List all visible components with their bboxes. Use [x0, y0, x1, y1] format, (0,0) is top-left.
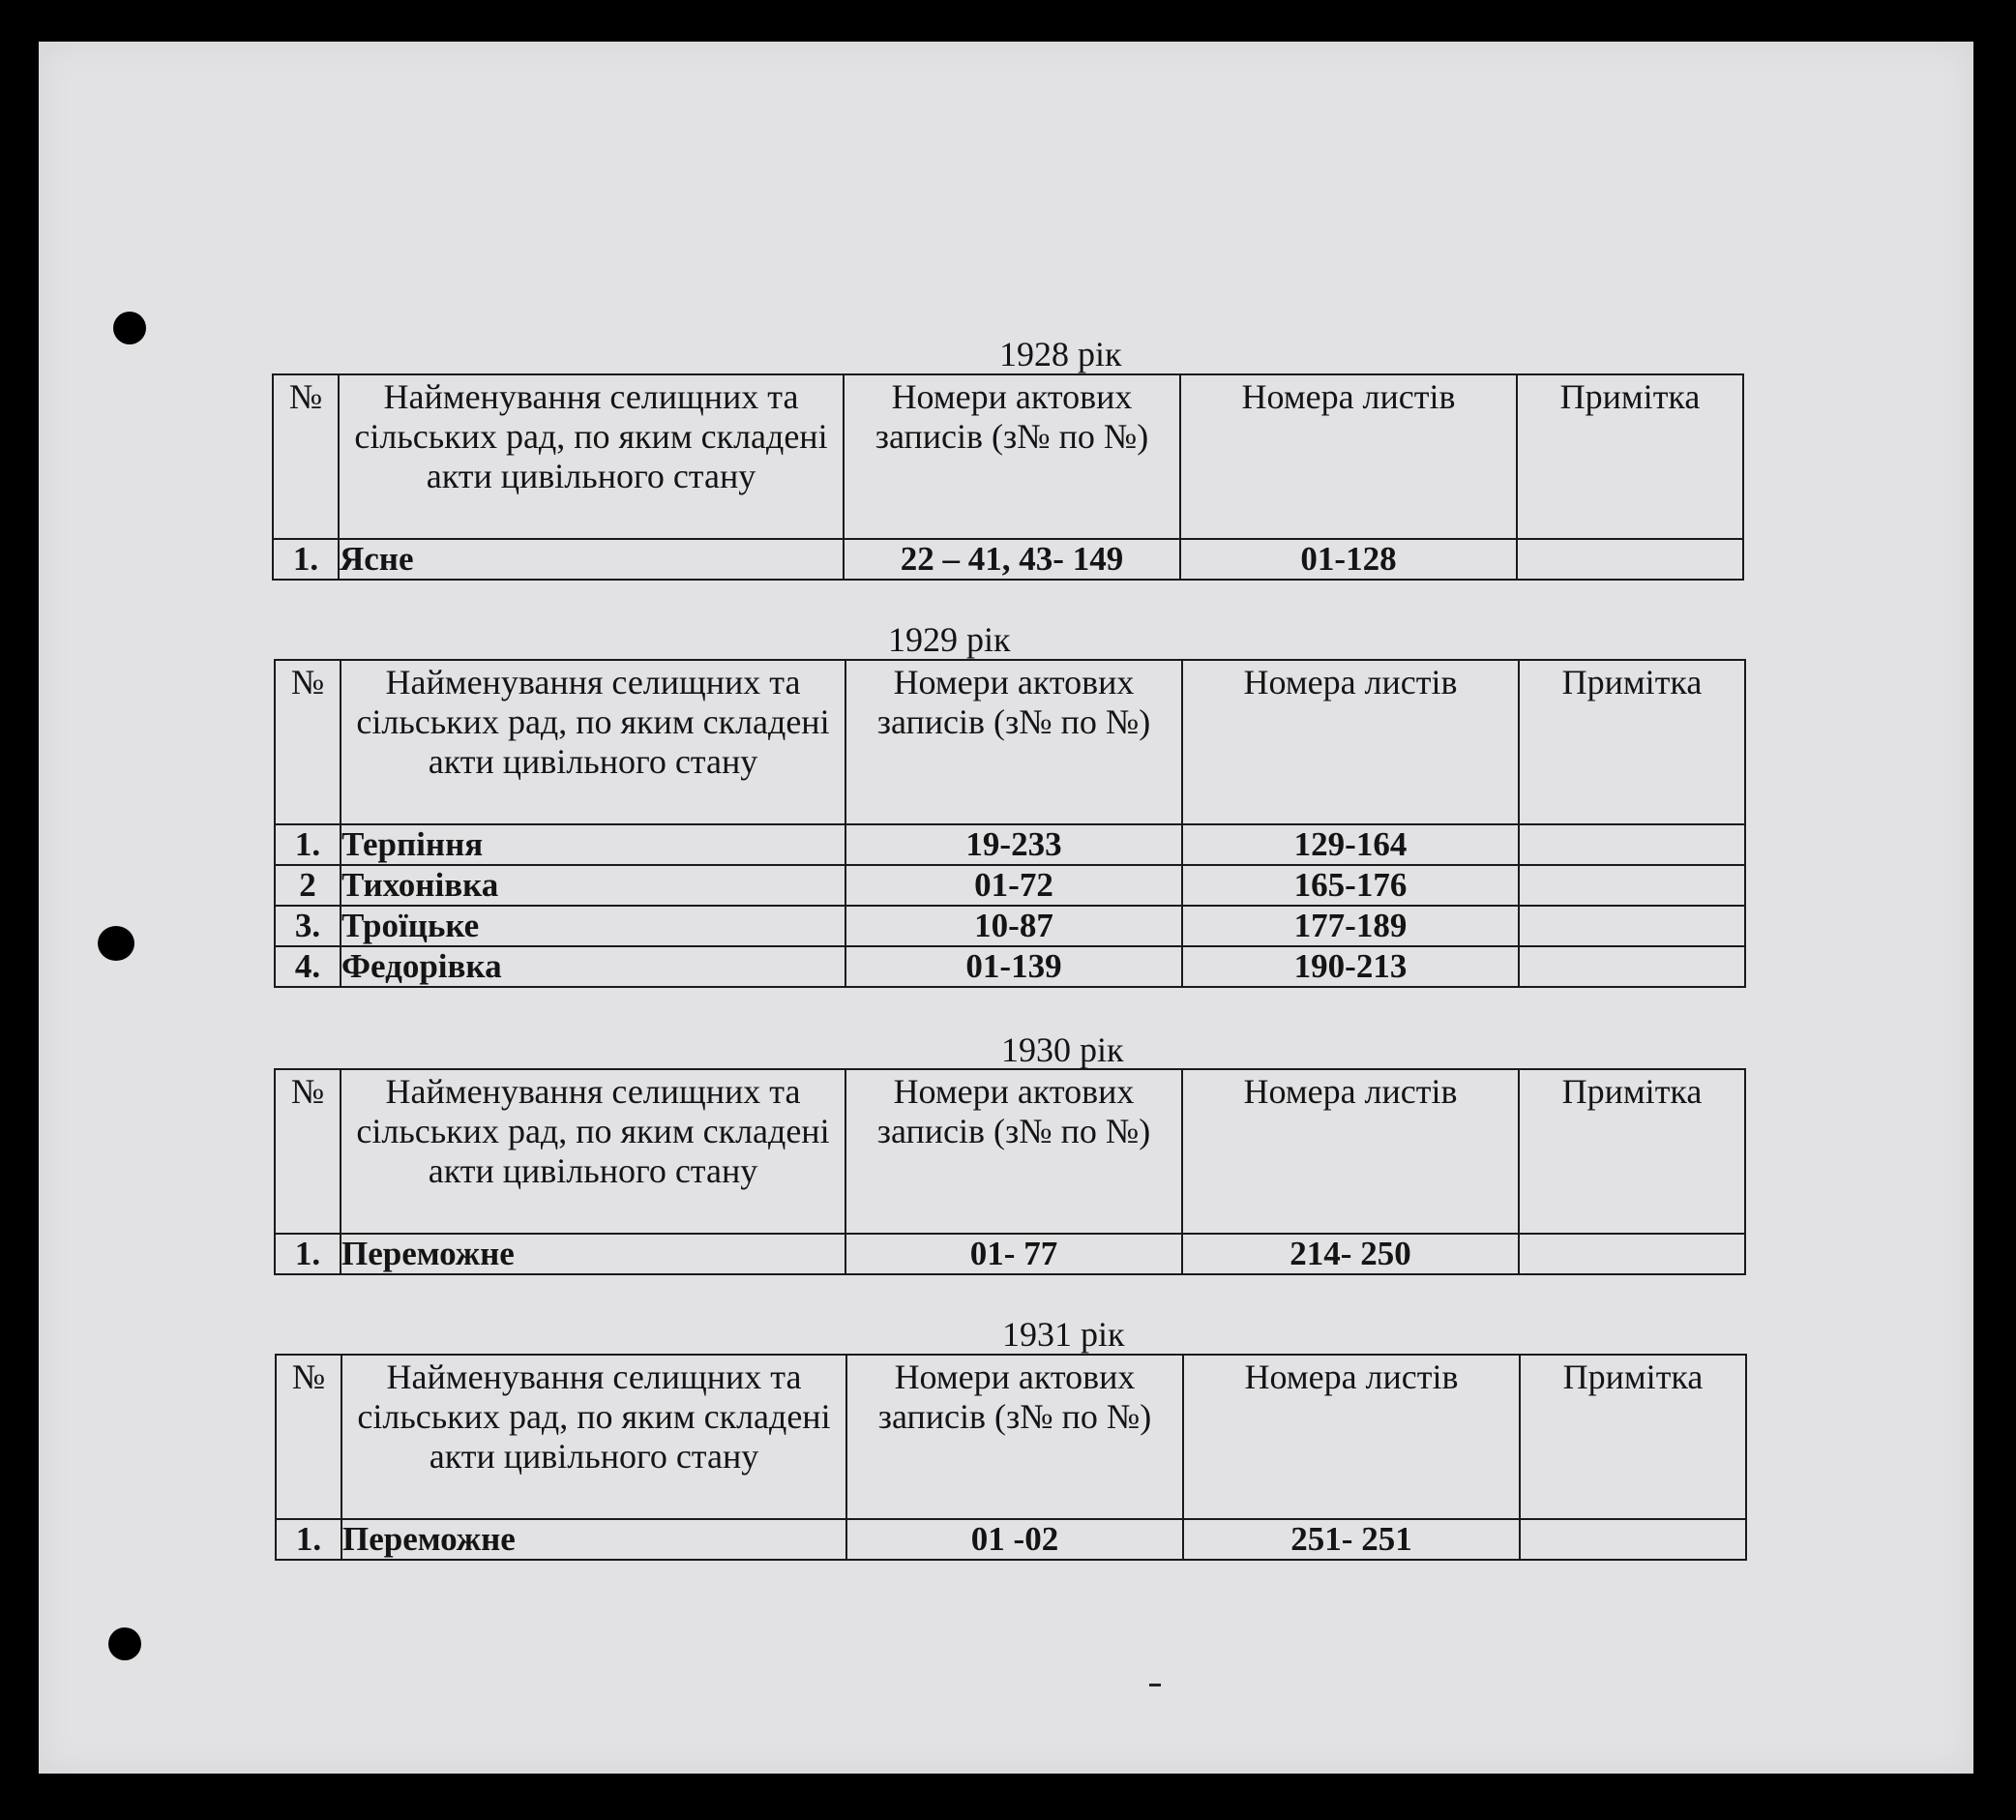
table-header-row	[276, 1355, 1746, 1519]
cell-name: Терпіння	[341, 824, 845, 865]
header-records: Номери актових записів (з№ по №)	[846, 1355, 1183, 1519]
cell-num: 1.	[275, 1234, 341, 1274]
header-note: Примітка	[1520, 1355, 1746, 1519]
cell-num: 2	[275, 865, 341, 906]
cell-records: 01- 77	[845, 1234, 1182, 1274]
table-header-row	[275, 660, 1745, 824]
header-sheets: Номера листів	[1182, 1069, 1519, 1234]
cell-name: Переможне	[341, 1519, 846, 1560]
header-num: №	[275, 660, 341, 824]
section-year-1931: 1931 рік	[1002, 1315, 1125, 1354]
header-records: Номери актових записів (з№ по №)	[845, 1069, 1182, 1234]
header-name: Найменування селищних та сільських рад, по яким складені акти цивільного стану	[341, 1069, 845, 1234]
cell-note	[1519, 824, 1745, 865]
header-sheets: Номера листів	[1182, 660, 1519, 824]
cell-records: 01 -02	[846, 1519, 1183, 1560]
table-row	[275, 865, 1745, 906]
header-note: Примітка	[1517, 374, 1743, 539]
header-note: Примітка	[1519, 1069, 1745, 1234]
cell-sheets: 129-164	[1182, 824, 1519, 865]
paper-speck	[1149, 1684, 1161, 1686]
punch-hole	[108, 1627, 141, 1660]
section-year-1928: 1928 рік	[999, 335, 1122, 373]
cell-records: 10-87	[845, 906, 1182, 946]
header-name: Найменування селищних та сільських рад, по яким складені акти цивільного стану	[339, 374, 844, 539]
cell-num: 3.	[275, 906, 341, 946]
table-row	[273, 539, 1743, 580]
cell-records: 22 – 41, 43- 149	[844, 539, 1180, 580]
cell-name: Троїцьке	[341, 906, 845, 946]
cell-num: 1.	[273, 539, 339, 580]
cell-note	[1519, 865, 1745, 906]
section-year-1929: 1929 рік	[888, 620, 1011, 659]
header-sheets: Номера листів	[1183, 1355, 1520, 1519]
cell-sheets: 177-189	[1182, 906, 1519, 946]
cell-num: 1.	[276, 1519, 341, 1560]
table-header-row	[273, 374, 1743, 539]
section-year-1930: 1930 рік	[1001, 1030, 1124, 1069]
register-table-1929	[274, 659, 1746, 988]
cell-note	[1520, 1519, 1746, 1560]
cell-note	[1519, 1234, 1745, 1274]
table-header-row	[275, 1069, 1745, 1234]
cell-note	[1517, 539, 1743, 580]
header-name: Найменування селищних та сільських рад, по яким складені акти цивільного стану	[341, 1355, 846, 1519]
cell-note	[1519, 946, 1745, 987]
cell-records: 01-139	[845, 946, 1182, 987]
cell-num: 4.	[275, 946, 341, 987]
register-table-1928	[272, 373, 1744, 581]
header-num: №	[275, 1069, 341, 1234]
cell-sheets: 190-213	[1182, 946, 1519, 987]
cell-sheets: 214- 250	[1182, 1234, 1519, 1274]
register-table-1931	[275, 1354, 1747, 1561]
cell-name: Ясне	[339, 539, 844, 580]
table-row	[275, 824, 1745, 865]
header-sheets: Номера листів	[1180, 374, 1517, 539]
register-table-1930	[274, 1068, 1746, 1275]
table-row	[275, 946, 1745, 987]
cell-name: Переможне	[341, 1234, 845, 1274]
cell-name: Федорівка	[341, 946, 845, 987]
punch-hole	[113, 312, 146, 344]
cell-note	[1519, 906, 1745, 946]
cell-records: 19-233	[845, 824, 1182, 865]
header-num: №	[273, 374, 339, 539]
cell-num: 1.	[275, 824, 341, 865]
header-records: Номери актових записів (з№ по №)	[844, 374, 1180, 539]
header-records: Номери актових записів (з№ по №)	[845, 660, 1182, 824]
cell-sheets: 251- 251	[1183, 1519, 1520, 1560]
table-row	[276, 1519, 1746, 1560]
cell-records: 01-72	[845, 865, 1182, 906]
cell-name: Тихонівка	[341, 865, 845, 906]
table-row	[275, 1234, 1745, 1274]
header-name: Найменування селищних та сільських рад, по яким складені акти цивільного стану	[341, 660, 845, 824]
header-note: Примітка	[1519, 660, 1745, 824]
table-row	[275, 906, 1745, 946]
header-num: №	[276, 1355, 341, 1519]
cell-sheets: 01-128	[1180, 539, 1517, 580]
cell-sheets: 165-176	[1182, 865, 1519, 906]
punch-hole	[98, 926, 134, 961]
